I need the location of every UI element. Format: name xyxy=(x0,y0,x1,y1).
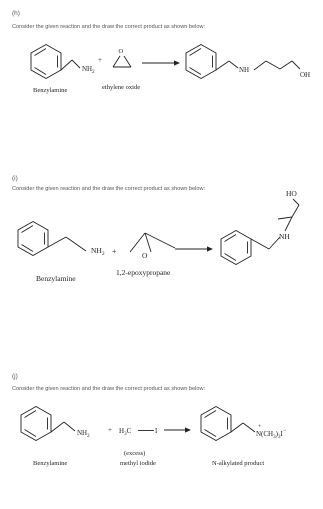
benzene-ring-reactant xyxy=(21,407,51,441)
benzene-ring-reactant xyxy=(18,222,48,256)
caption-benzylamine: Benzylamine xyxy=(36,274,76,283)
product-nh: NH xyxy=(239,66,250,74)
ethylene-oxide-structure xyxy=(113,48,131,67)
svg-text:O: O xyxy=(118,48,124,55)
product-charge: + xyxy=(258,424,262,430)
product-ho: HO xyxy=(286,189,297,198)
part-label-j: (j) xyxy=(12,373,18,380)
plus-sign: + xyxy=(112,247,117,256)
benzene-ring-reactant xyxy=(31,45,61,79)
methyl-iodide-structure xyxy=(119,427,158,437)
question-prompt-i: Consider the given reaction and the draw the correct product as shown below: xyxy=(12,186,206,192)
caption-excess: (excess) xyxy=(124,450,146,457)
caption-product: N-alkylated product xyxy=(212,460,265,467)
question-prompt-h: Consider the given reaction and the draw the correct product as shown below: xyxy=(12,24,206,30)
epoxypropane-structure xyxy=(130,233,175,260)
part-label-h: (h) xyxy=(12,10,20,17)
caption-benzylamine: Benzylamine xyxy=(33,87,68,94)
amine-group: $NH_2$ xyxy=(77,429,90,439)
reaction-arrow xyxy=(175,246,213,251)
svg-text:O: O xyxy=(142,251,148,260)
benzene-ring-product xyxy=(186,45,216,79)
product-oh: OH xyxy=(300,71,311,79)
reaction-arrow xyxy=(142,60,180,65)
question-prompt-j: Consider the given reaction and the draw the correct product as shown below: xyxy=(12,386,206,392)
amine-group: $NH_2$ xyxy=(91,246,105,257)
amine-group: $NH_2$ xyxy=(82,65,95,75)
plus-sign: + xyxy=(108,426,112,434)
svg-text:I: I xyxy=(155,427,158,435)
reaction-scheme-h xyxy=(0,32,323,112)
product-nh: NH xyxy=(279,232,290,241)
benzene-ring-product xyxy=(201,407,231,441)
svg-text:H3C: $H_3C$ xyxy=(119,427,132,437)
reaction-scheme-j xyxy=(0,395,323,475)
plus-sign: + xyxy=(98,56,102,64)
benzene-ring-product xyxy=(221,231,251,265)
caption-methyl-iodide: methyl iodide xyxy=(120,460,156,467)
reaction-arrow xyxy=(164,427,191,432)
part-label-i: (i) xyxy=(12,175,18,182)
caption-ethylene-oxide: ethylene oxide xyxy=(102,84,141,91)
caption-benzylamine: Benzylamine xyxy=(33,460,68,467)
caption-epoxypropane: 1,2-epoxypropane xyxy=(116,268,171,277)
product-ammonium: $N(CH_3)_3I-$ xyxy=(256,428,287,440)
